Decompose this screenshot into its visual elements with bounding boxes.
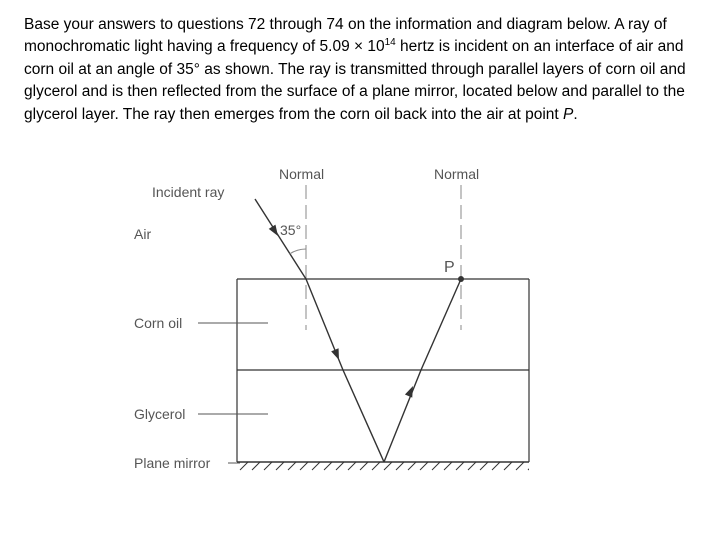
mirror-hatch-mark [324,462,332,470]
mirror-hatch-mark [348,462,356,470]
mirror-hatch-mark [396,462,404,470]
mirror-hatch-mark [372,462,380,470]
plane-mirror-hatching [240,462,548,470]
refracted-ray-arrowhead [331,348,343,361]
mirror-hatch-mark [288,462,296,470]
mirror-hatch-mark [264,462,272,470]
mirror-hatch-mark [360,462,368,470]
mirror-hatch-mark [312,462,320,470]
angle-label: 35° [280,222,302,238]
mirror-hatch-mark [408,462,416,470]
mirror-hatch-mark [276,462,284,470]
mirror-hatch-mark [540,462,548,470]
point-p-label: P [444,259,455,276]
reflected-ray-glycerol [384,370,421,462]
point-p-dot [458,276,464,282]
mirror-hatch-mark [300,462,308,470]
frequency-exponent: 14 [384,37,396,49]
mirror-hatch-mark [420,462,428,470]
mirror-hatch-mark [336,462,344,470]
question-point-p: P [563,105,574,123]
normal-label-right: Normal [434,166,480,182]
mirror-hatch-mark [240,462,248,470]
normal-label-left: Normal [279,166,325,182]
mirror-hatch-mark [432,462,440,470]
question-text-part1: Base your answers to questions 72 through 74 on the information and diagram below. A ray of monochromatic light having a frequency of 5.09 × 10 [24,16,667,56]
glycerol-label: Glycerol [134,406,186,422]
angle-arc [290,249,306,254]
incident-ray [255,199,306,279]
mirror-hatch-mark [252,462,260,470]
mirror-hatch-mark [516,462,524,470]
mirror-hatch-mark [468,462,476,470]
corn-oil-label: Corn oil [134,315,183,331]
reflected-ray-corn-oil [421,279,461,370]
question-text-part3: . [573,105,578,123]
refracted-ray-glycerol [343,370,384,462]
mirror-hatch-mark [384,462,392,470]
mirror-hatch-mark [528,462,536,470]
mirror-hatch-mark [504,462,512,470]
incident-ray-label: Incident ray [152,184,225,200]
air-label: Air [134,226,152,242]
mirror-hatch-mark [444,462,452,470]
plane-mirror-label: Plane mirror [134,455,211,471]
mirror-hatch-mark [480,462,488,470]
mirror-hatch-mark [456,462,464,470]
question-text-part2: hertz is incident on an interface of air and corn oil at an angle of 35° as shown. The ray is transmitted through parallel layers of corn oil and glycerol and is then reflected from the surface of a plane mirror, located below and parallel to the glycerol layer. The ray then emerges from the corn oil back into the air at point [24,38,686,123]
mirror-hatch-mark [492,462,500,470]
